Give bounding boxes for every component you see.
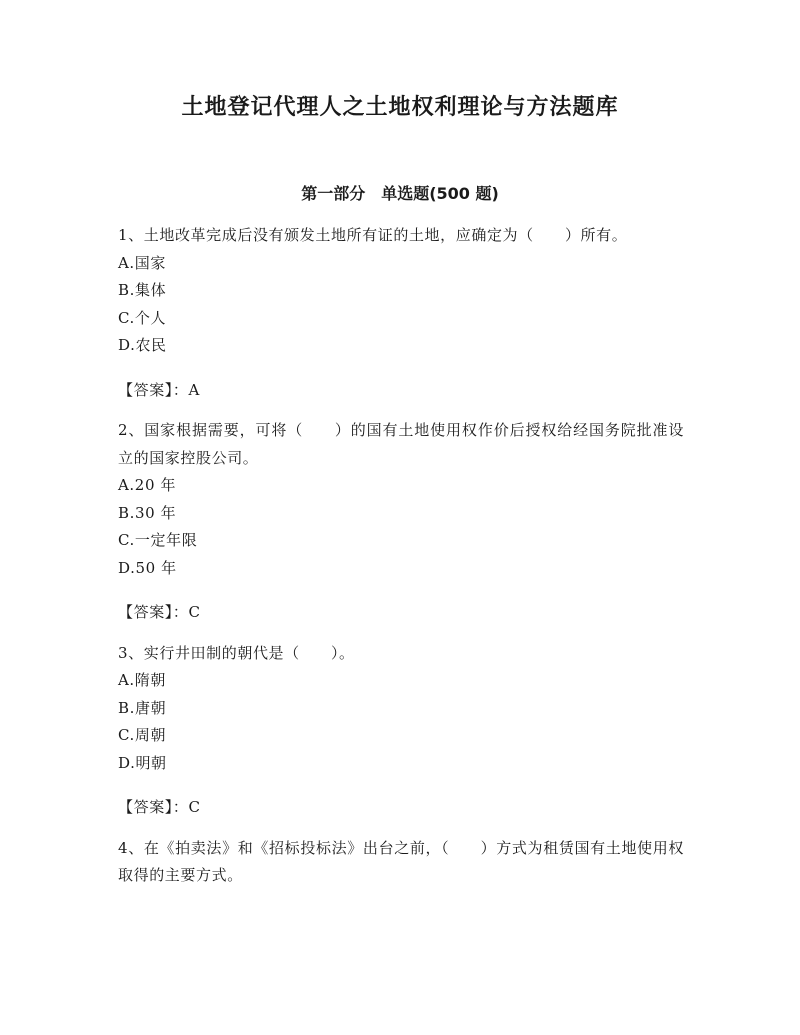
option-c: C.个人 bbox=[118, 308, 167, 327]
option-b: B.唐朝 bbox=[118, 698, 167, 717]
answer-line bbox=[118, 794, 684, 822]
question-stem: 3、实行井田制的朝代是（ ）。 bbox=[118, 643, 355, 662]
option-d: D.50 年 bbox=[118, 558, 177, 577]
question-list bbox=[118, 222, 684, 890]
document-title: 土地登记代理人之土地权利理论与方法题库 bbox=[181, 95, 619, 120]
answer-value: A bbox=[188, 380, 200, 399]
answer-label: 【答案】： bbox=[118, 798, 189, 816]
option-c: C.周朝 bbox=[118, 726, 167, 744]
question-stem: 1、土地改革完成后没有颁发土地所有证的土地，应确定为（ ）所有。 bbox=[118, 226, 628, 244]
option-b: B.集体 bbox=[118, 281, 167, 299]
question-stem: 4、在《拍卖法》和《招标投标法》出台之前，（ ）方式为租赁国有土地使用权取得的主要方式。 bbox=[118, 838, 684, 884]
answer-value: C bbox=[188, 603, 201, 621]
option-d: D.农民 bbox=[118, 336, 167, 354]
answer-line bbox=[118, 599, 684, 627]
question-1 bbox=[118, 222, 684, 404]
question-3 bbox=[118, 640, 684, 822]
option-b: B.30 年 bbox=[118, 503, 177, 522]
option-a: A.20 年 bbox=[118, 476, 177, 494]
option-d: D.明朝 bbox=[118, 753, 167, 772]
question-stem: 2、国家根据需要，可将（ ）的国有土地使用权作价后授权给经国务院批准设立的国家控股公司。 bbox=[118, 421, 684, 467]
question-2 bbox=[118, 417, 684, 627]
answer-line bbox=[118, 377, 684, 405]
answer-label: 【答案】： bbox=[118, 603, 189, 621]
answer-label: 【答案】： bbox=[118, 380, 189, 399]
option-a: A.隋朝 bbox=[118, 671, 167, 689]
option-a: A.国家 bbox=[118, 253, 167, 272]
answer-value: C bbox=[188, 798, 201, 816]
section-heading: 第一部分 单选题(500 题) bbox=[301, 184, 499, 203]
option-c: C.一定年限 bbox=[118, 531, 198, 549]
question-4 bbox=[118, 835, 684, 890]
